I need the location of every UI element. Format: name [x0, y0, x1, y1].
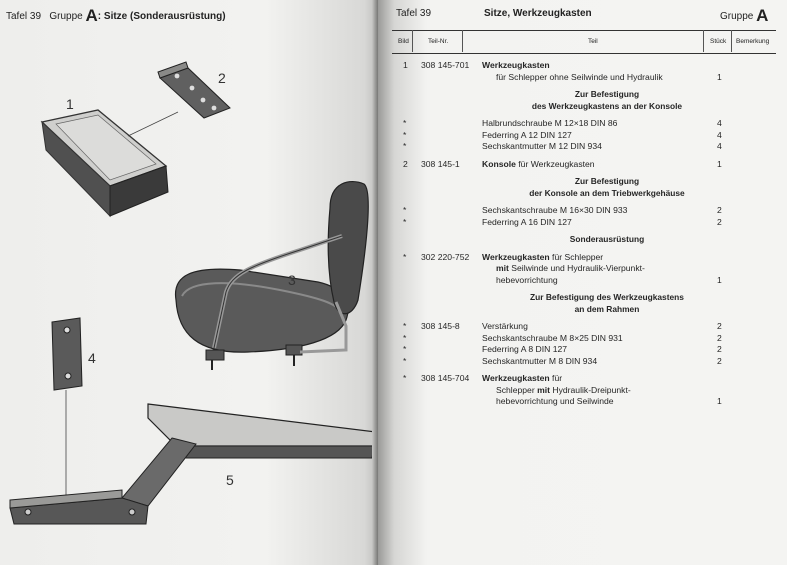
table-row	[392, 333, 776, 345]
description-cell	[482, 118, 617, 128]
table-row	[392, 373, 776, 385]
table-row	[392, 263, 776, 275]
quantity-cell: 2	[717, 321, 722, 331]
right-page	[378, 0, 787, 565]
bild-cell: 2	[403, 158, 408, 169]
table-row	[392, 321, 776, 333]
description-cell	[482, 217, 572, 227]
left-header-gruppe: Gruppe	[49, 11, 83, 22]
bild-cell: *	[403, 216, 407, 227]
quantity-cell: 4	[717, 129, 722, 140]
quantity-cell: 1	[717, 71, 722, 82]
part-number-cell: 308 145-701	[421, 60, 470, 70]
figure-number-2: 2	[218, 70, 226, 86]
description-cell	[496, 385, 631, 395]
left-header-title: : Sitze (Sonderausrüstung)	[97, 11, 226, 22]
quantity-cell: 2	[717, 344, 722, 354]
description-cell	[482, 333, 623, 343]
description-text: hebevorrichtung	[496, 274, 558, 285]
description-cell	[482, 130, 572, 140]
right-header-tafel: Tafel 39	[396, 8, 432, 19]
quantity-cell: 2	[717, 332, 722, 343]
part-number-cell: 308 145-704	[421, 373, 470, 383]
description-text: für Schlepper	[549, 251, 604, 262]
part-number-cell: 308 145-8	[421, 321, 460, 331]
section-heading	[392, 89, 776, 101]
description-text: Federring A 12 DIN 127	[482, 129, 572, 140]
footrest-drawing	[10, 404, 376, 524]
quantity-cell: 2	[717, 216, 722, 227]
description-text: Federring A 16 DIN 127	[482, 216, 572, 227]
col-teil: Teil	[588, 38, 598, 45]
col-divider	[731, 30, 732, 52]
quantity-cell: 2	[717, 355, 722, 366]
col-divider	[412, 30, 413, 52]
table-row	[392, 344, 776, 356]
bild-cell: 1	[403, 60, 408, 70]
description-cell	[482, 60, 550, 70]
bild-cell: *	[403, 332, 407, 343]
bild-cell: *	[403, 118, 407, 128]
leader-line-1-2	[128, 112, 178, 136]
figure-number-3: 3	[288, 272, 296, 288]
col-bild: Bild	[398, 38, 409, 45]
description-cell	[496, 72, 663, 82]
section-heading	[392, 234, 776, 246]
section-text: Zur Befestigung des Werkzeugkastens	[530, 292, 684, 302]
table-row	[392, 356, 776, 368]
section-heading	[392, 304, 776, 316]
table-row	[392, 159, 776, 171]
figure-number-5: 5	[226, 472, 234, 488]
col-stueck: Stück	[710, 38, 727, 45]
description-text: Schlepper	[496, 384, 538, 395]
description-cell	[482, 141, 602, 151]
description-text: Sechskantschraube M 8×25 DIN 931	[482, 332, 623, 343]
description-bold: Werkzeugkasten	[482, 373, 550, 383]
col-bemerkung: Bemerkung	[736, 38, 770, 45]
section-heading	[392, 188, 776, 200]
table-row	[392, 217, 776, 229]
table-row	[392, 252, 776, 264]
table-row	[392, 275, 776, 287]
bild-cell: *	[403, 373, 407, 383]
description-text: Halbrundschraube M 12×18 DIN 86	[482, 118, 618, 128]
description-text: Seilwinde und Hydraulik-Vierpunkt-	[508, 263, 645, 273]
description-bold: Werkzeugkasten	[482, 251, 550, 262]
description-cell	[496, 396, 614, 406]
table-row	[392, 118, 776, 130]
quantity-cell: 1	[717, 274, 722, 285]
section-text: Zur Befestigung	[574, 89, 640, 99]
section-heading	[392, 292, 776, 304]
table-row	[392, 130, 776, 142]
table-header	[392, 30, 776, 54]
description-text: Verstärkung	[482, 321, 528, 331]
bild-cell: *	[403, 205, 407, 215]
description-cell	[482, 321, 528, 331]
table-row	[392, 141, 776, 153]
bild-cell: *	[403, 344, 407, 354]
description-text: für Schlepper ohne Seilwinde und Hydraulik	[496, 71, 663, 82]
description-text: Federring A 8 DIN 127	[482, 344, 568, 354]
description-text: Sechskantmutter M 12 DIN 934	[482, 141, 602, 151]
section-text: Zur Befestigung	[574, 176, 640, 186]
col-divider	[462, 30, 463, 52]
quantity-cell: 4	[717, 118, 722, 128]
description-text: für	[549, 373, 563, 383]
section-text: des Werkzeugkastens an der Konsole	[531, 100, 683, 111]
bild-cell: *	[403, 251, 407, 262]
description-cell	[482, 344, 567, 354]
section-text: an dem Rahmen	[574, 303, 640, 314]
left-page	[0, 0, 380, 565]
description-bold: Werkzeugkasten	[482, 60, 550, 70]
description-text: für Werkzeugkasten	[515, 158, 595, 169]
quantity-cell: 1	[717, 158, 722, 169]
left-header-tafel: Tafel 39	[6, 11, 42, 22]
reinforcement-plate-drawing	[52, 318, 82, 390]
col-teil-nr: Teil-Nr.	[428, 38, 449, 45]
description-cell	[482, 159, 595, 169]
section-text: Sonderausrüstung	[569, 234, 645, 244]
quantity-cell: 2	[717, 205, 722, 215]
description-bold: Konsole	[482, 158, 516, 169]
right-header-title: Sitze, Werkzeugkasten	[484, 8, 592, 19]
col-divider	[703, 30, 704, 52]
right-header-letter: A	[756, 6, 769, 25]
parts-table	[392, 30, 776, 408]
description-text: Sechskantschraube M 16×30 DIN 933	[482, 205, 628, 215]
section-text: der Konsole an dem Triebwerkgehäuse	[529, 187, 685, 198]
figure-number-4: 4	[88, 350, 96, 366]
quantity-cell: 1	[717, 396, 722, 406]
description-cell	[482, 205, 627, 215]
description-cell	[482, 356, 597, 366]
parts-illustration	[0, 0, 380, 565]
seat-drawing	[176, 182, 369, 370]
right-header-gruppe	[720, 6, 768, 26]
description-cell	[496, 275, 558, 285]
part-number-cell: 302 220-752	[421, 251, 470, 262]
section-heading	[392, 176, 776, 188]
table-row	[392, 396, 776, 408]
part-number-cell: 308 145-1	[421, 158, 460, 169]
description-text: hebevorrichtung und Seilwinde	[496, 396, 614, 406]
bild-cell: *	[403, 129, 407, 140]
table-row	[392, 205, 776, 217]
quantity-cell: 4	[717, 141, 722, 151]
description-bold: mit	[537, 384, 550, 395]
description-bold: mit	[496, 263, 509, 273]
bild-cell: *	[403, 321, 407, 331]
bild-cell: *	[403, 141, 407, 151]
figure-number-1: 1	[66, 96, 74, 112]
table-row	[392, 385, 776, 397]
table-row	[392, 72, 776, 84]
description-cell	[482, 252, 603, 262]
description-cell	[482, 373, 562, 383]
table-body	[392, 60, 776, 408]
bild-cell: *	[403, 355, 407, 366]
description-cell	[496, 263, 645, 273]
left-header-letter: A	[85, 6, 98, 25]
description-text: Hydraulik-Dreipunkt-	[549, 384, 631, 395]
description-text: Sechskantmutter M 8 DIN 934	[482, 355, 598, 366]
table-row	[392, 60, 776, 72]
section-heading	[392, 101, 776, 113]
right-header-gruppe-label: Gruppe	[720, 11, 754, 22]
